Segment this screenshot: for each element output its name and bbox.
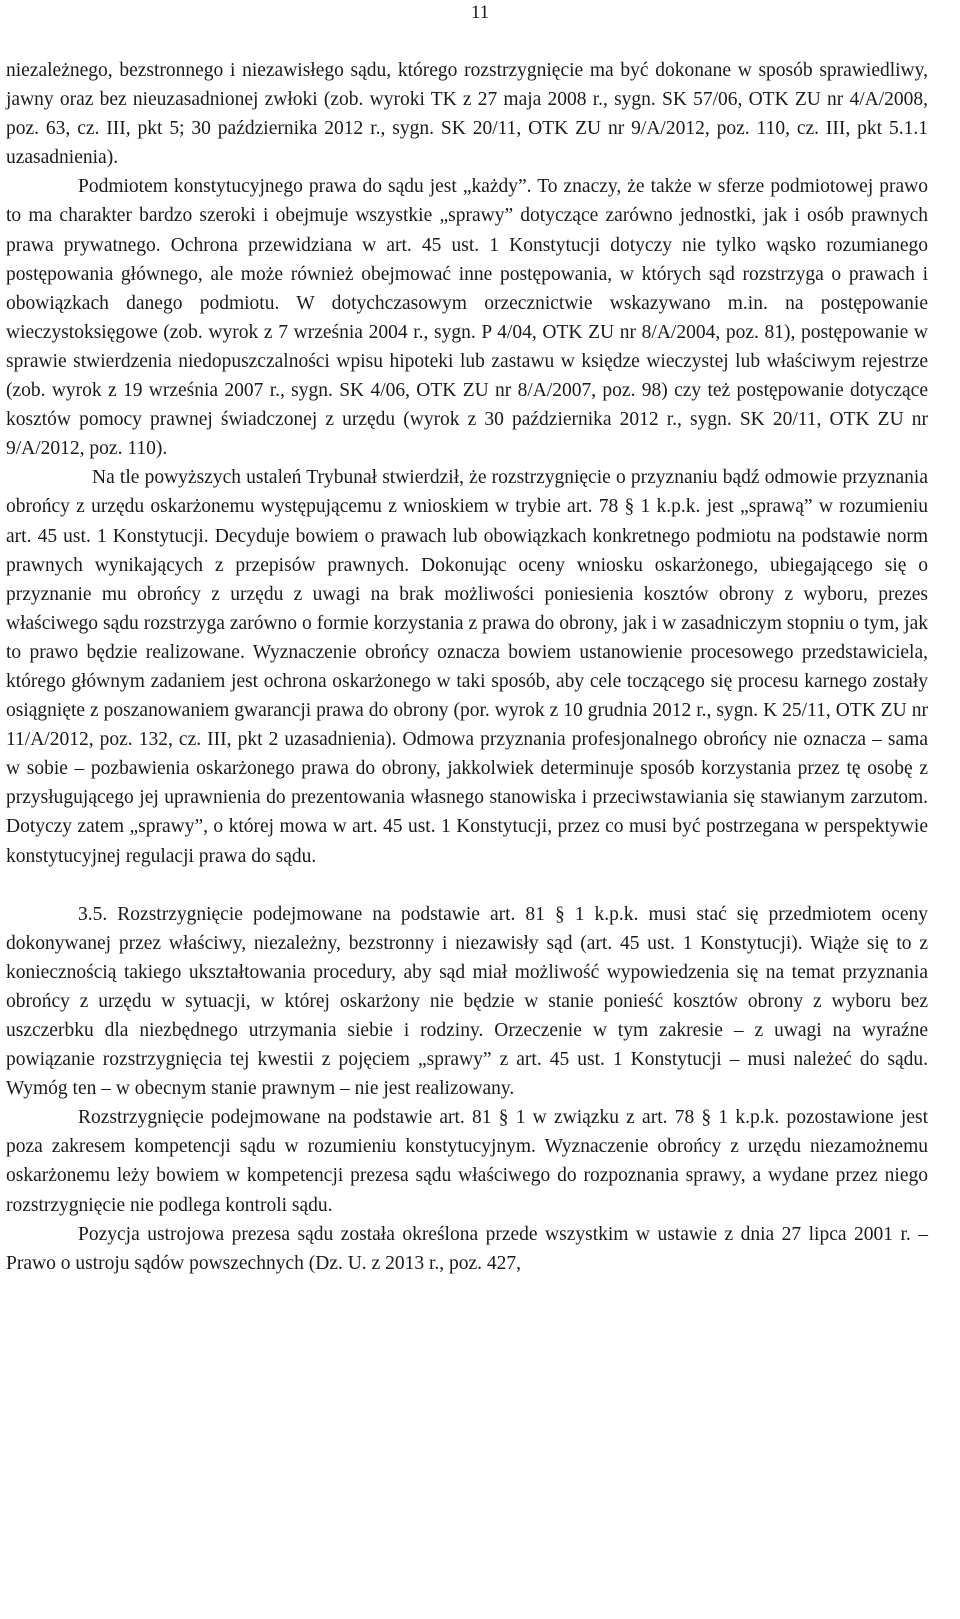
paragraph: Pozycja ustrojowa prezesa sądu została określona przede wszystkim w ustawie z dnia 27 lipca 2001 r. – Prawo o ustroju sądów powszechnych (Dz. U. z 2013 r., poz. 427, bbox=[6, 1223, 928, 1274]
paragraph: Rozstrzygnięcie podejmowane na podstawie art. 81 § 1 w związku z art. 78 § 1 k.p.k. pozostawione jest poza zakresem kompetencji sądu w rozumieniu konstytucyjnym. Wyznaczenie obrońcy z urzędu niezamożnemu oskarżonemu leży bowiem w kompetencji prezesa sądu właściwego do rozpoznania sprawy, a wydane przez niego rozstrzygnięcie nie podlega kontroli sądu. bbox=[6, 1107, 928, 1216]
paragraph: Na tle powyższych ustaleń Trybunał stwierdził, że rozstrzygnięcie o przyznaniu bądź odmowie przyznania obrońcy z urzędu oskarżonemu występującemu z wnioskiem w trybie art. 78 § 1 k.p.k. jest „sprawą” w rozumieniu art. 45 ust. 1 Konstytucji. Decyduje bowiem o prawach lub obowiązkach konkretnego podmiotu na podstawie norm prawnych wynikających z przepisów prawnych. Dokonując oceny wniosku oskarżonego, ubiegającego się o przyznanie mu obrońcy z urzędu z uwagi na brak możliwości poniesienia kosztów obrony z wyboru, prezes właściwego sądu rozstrzyga zarówno o formie korzystania z prawa do obrony, jak i w zasadniczym stopniu o tym, jak to prawo będzie realizowane. Wyznaczenie obrońcy oznacza bowiem ustanowienie procesowego przedstawiciela, którego głównym zadaniem jest ochrona oskarżonego w taki sposób, aby cele toczącego się procesu karnego zostały osiągnięte z poszanowaniem gwarancji prawa do obrony (por. wyrok z 10 grudnia 2012 r., sygn. K 25/11, OTK ZU nr 11/A/2012, poz. 132, cz. III, pkt 2 uzasadnienia). Odmowa przyznania profesjonalnego obrońcy nie oznacza – sama w sobie – pozbawienia oskarżonego prawa do obrony, jakkolwiek determinuje sposób korzystania przez tę osobę z przysługującego jej uprawnienia do prezentowania własnego stanowiska i przeciwstawiania się stawianym zarzutom. Dotyczy zatem „sprawy”, o której mowa w art. 45 ust. 1 Konstytucji, przez co musi być postrzegana w perspektywie konstytucyjnej regulacji prawa do sądu. bbox=[6, 467, 928, 867]
page-number: 11 bbox=[470, 2, 490, 23]
document-body bbox=[6, 56, 928, 1278]
paragraph: niezależnego, bezstronnego i niezawisłego sądu, którego rozstrzygnięcie ma być dokonane w sposób sprawiedliwy, jawny oraz bez nieuzasadnionej zwłoki (zob. wyroki TK z 27 maja 2008 r., sygn. SK 57/06, OTK ZU nr 4/A/2008, poz. 63, cz. III, pkt 5; 30 października 2012 r., sygn. SK 20/11, OTK ZU nr 9/A/2012, poz. 110, cz. III, pkt 5.1.1 uzasadnienia). bbox=[6, 60, 928, 169]
paragraph: 3.5. Rozstrzygnięcie podejmowane na podstawie art. 81 § 1 k.p.k. musi stać się przedmiotem oceny dokonywanej przez właściwy, niezależny, bezstronny i niezawisły sąd (art. 45 ust. 1 Konstytucji). Wiąże się to z koniecznością takiego ukształtowania procedury, aby sąd miał możliwość wypowiedzenia się na temat przyznania obrońcy z urzędu w sytuacji, w której oskarżony nie będzie w stanie ponieść kosztów obrony z wyboru bez uszczerbku dla niezbędnego utrzymania siebie i rodziny. Orzeczenie w tym zakresie – z uwagi na wyraźne powiązanie rozstrzygnięcia tej kwestii z pojęciem „sprawy” z art. 45 ust. 1 Konstytucji – musi należeć do sądu. Wymóg ten – w obecnym stanie prawnym – nie jest realizowany. bbox=[6, 903, 928, 1100]
paragraph: Podmiotem konstytucyjnego prawa do sądu jest „każdy”. To znaczy, że także w sferze podmiotowej prawo to ma charakter bardzo szeroki i obejmuje wszystkie „sprawy” dotyczące zarówno jednostki, jak i osób prawnych prawa prywatnego. Ochrona przewidziana w art. 45 ust. 1 Konstytucji dotyczy nie tylko wąsko rozumianego postępowania głównego, ale może również obejmować inne postępowania, w których sąd rozstrzyga o prawach i obowiązkach danego podmiotu. W dotychczasowym orzecznictwie wskazywano m.in. na postępowanie wieczystoksięgowe (zob. wyrok z 7 września 2004 r., sygn. P 4/04, OTK ZU nr 8/A/2004, poz. 81), postępowanie w sprawie stwierdzenia niedopuszczalności wpisu hipoteki lub zastawu w księdze wieczystej lub właściwym rejestrze (zob. wyrok z 19 września 2007 r., sygn. SK 4/06, OTK ZU nr 8/A/2007, poz. 98) czy też postępowanie dotyczące kosztów pomocy prawnej świadczonej z urzędu (wyrok z 30 października 2012 r., sygn. SK 20/11, OTK ZU nr 9/A/2012, poz. 110). bbox=[6, 176, 928, 460]
